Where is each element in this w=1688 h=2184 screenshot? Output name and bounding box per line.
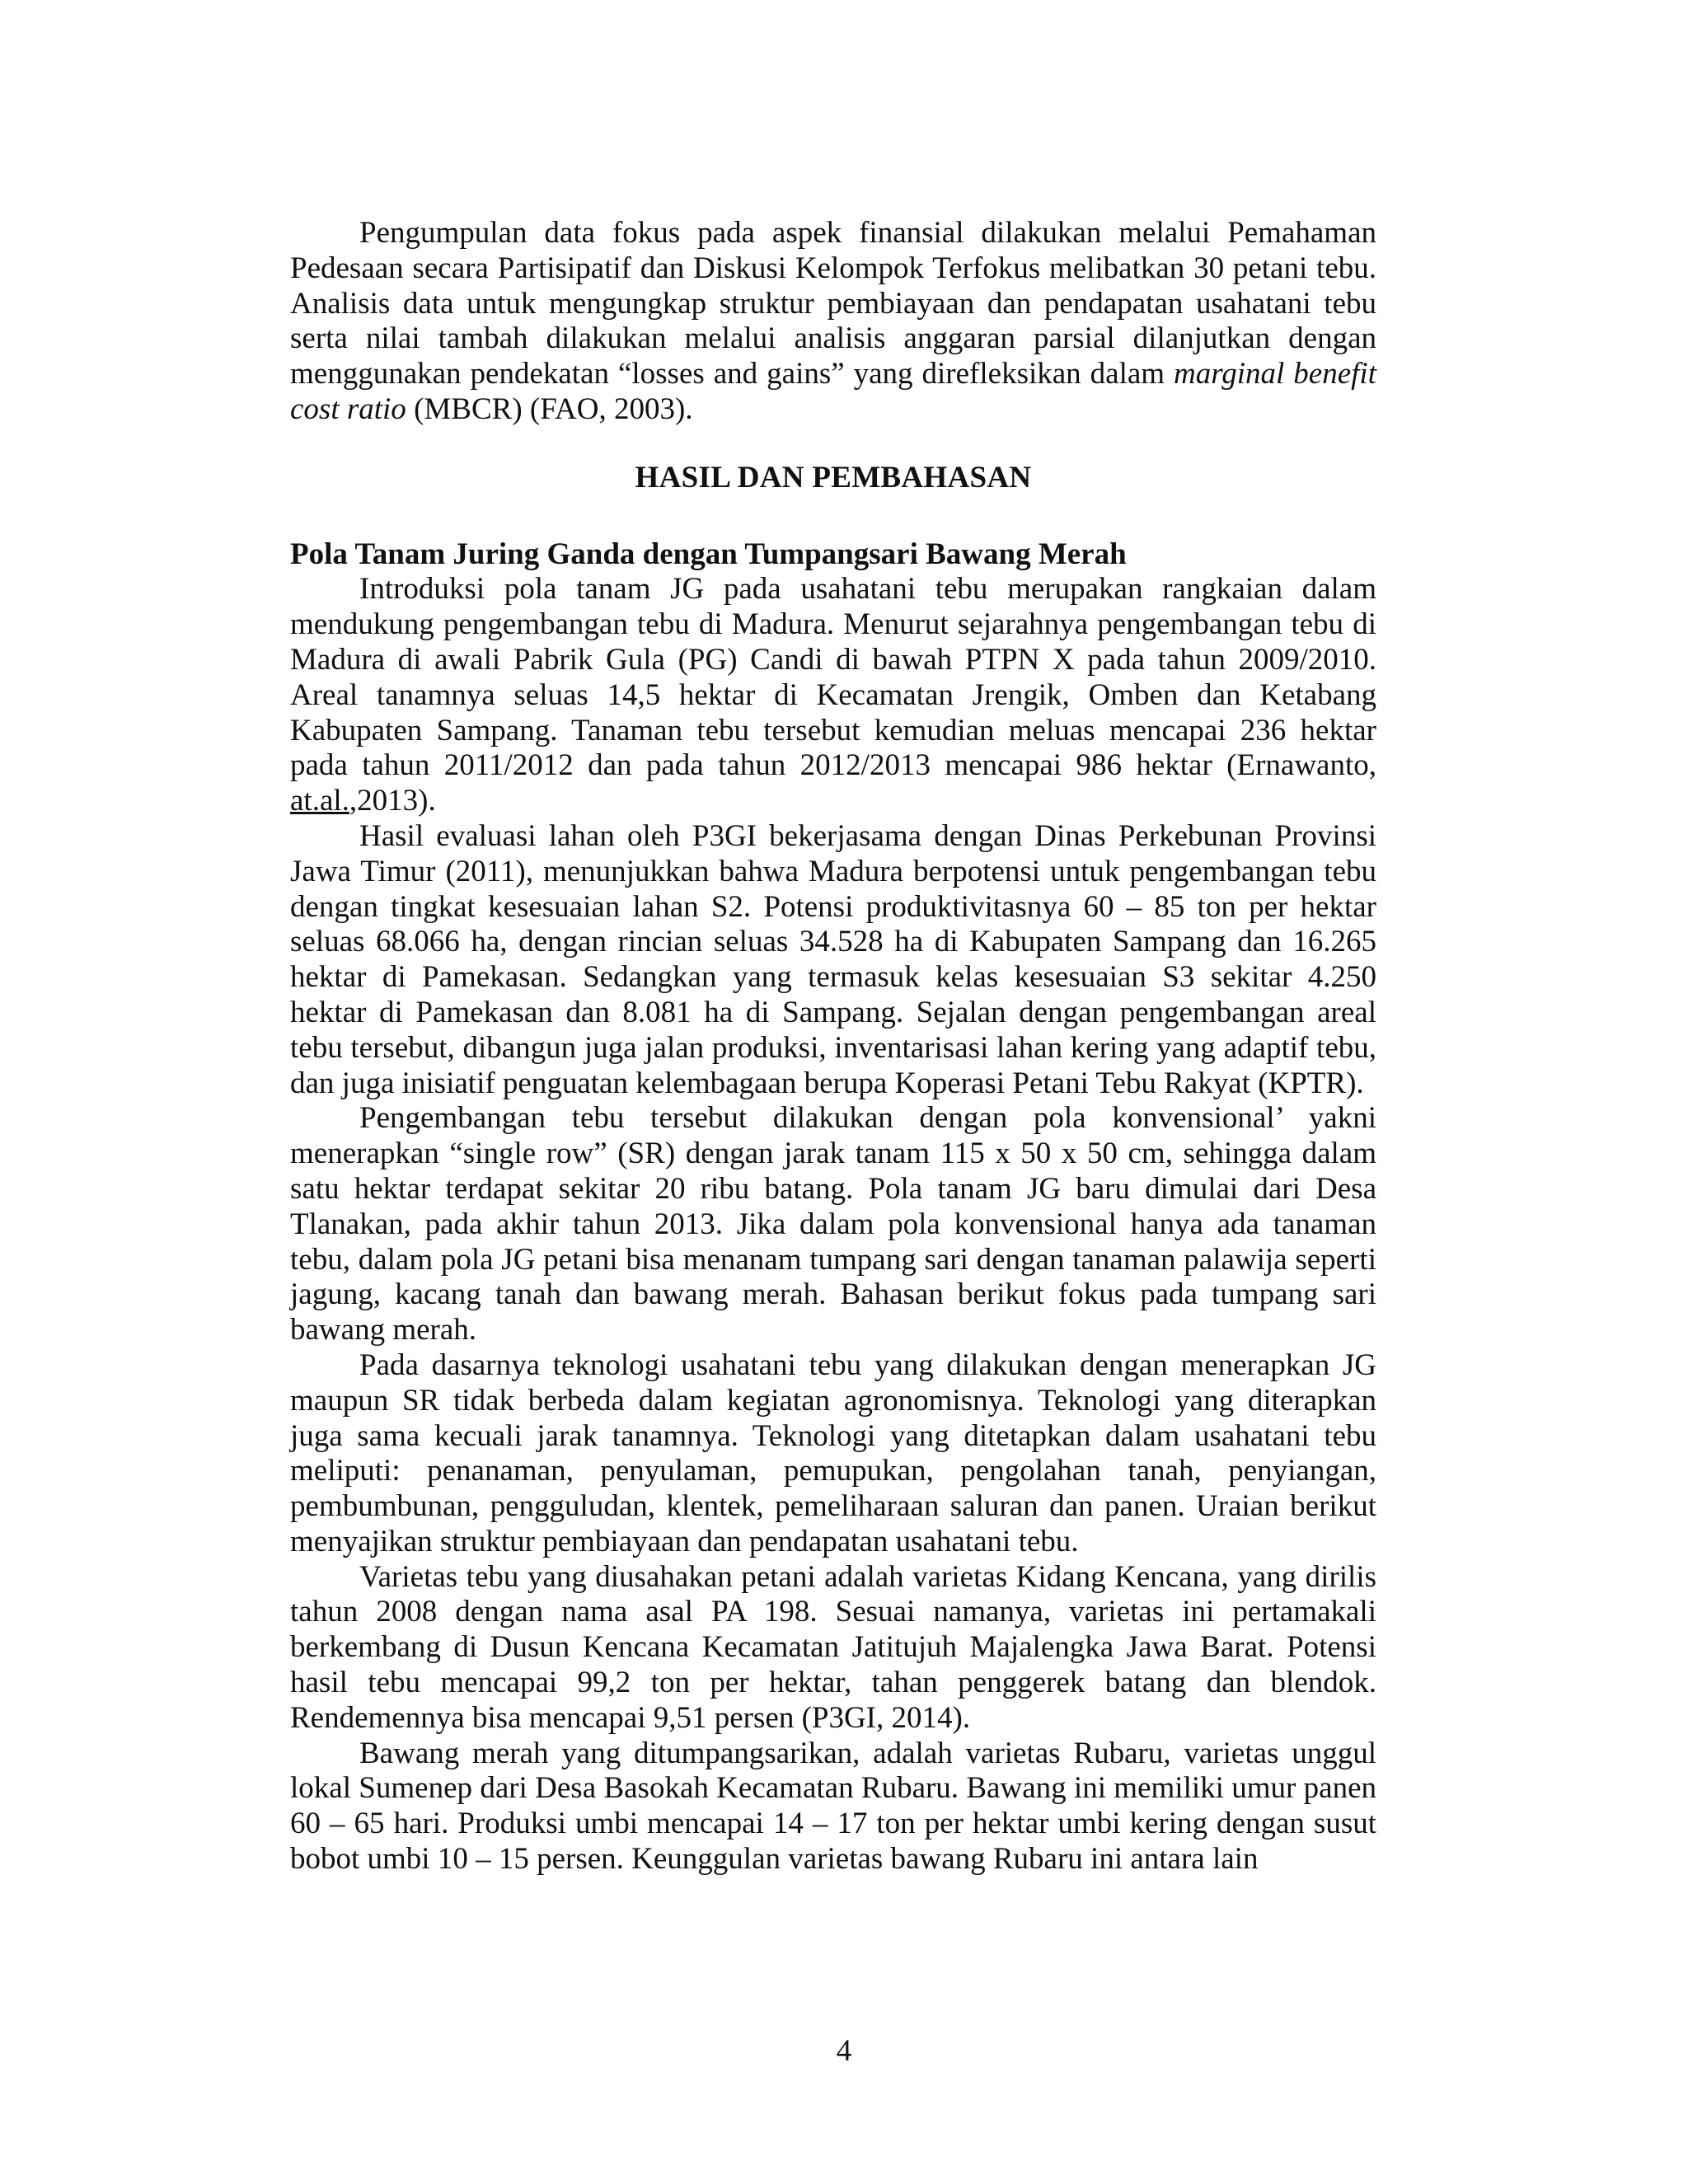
paragraph-introduksi — [290, 572, 1376, 819]
paragraph-evaluasi-lahan: Hasil evaluasi lahan oleh P3GI bekerjasama dengan Dinas Perkebunan Provinsi Jawa Timur (2011), menunjukkan bahwa Madura berpotensi untuk pengembangan tebu dengan tingkat kesesuaian lahan S2. Potensi produktivitasnya 60 – 85 ton per hektar seluas 68.066 ha, dengan rincian seluas 34.528 ha di Kabupaten Sampang dan 16.265 hektar di Pamekasan. Sedangkan yang termasuk kelas kesesuaian S3 sekitar 4.250 hektar di Pamekasan dan 8.081 ha di Sampang. Sejalan dengan pengembangan areal tebu tersebut, dibangun juga jalan produksi, inventarisasi lahan kering yang adaptif tebu, dan juga inisiatif penguatan kelembagaan berupa Koperasi Petani Tebu Rakyat (KPTR). — [290, 818, 1376, 1100]
intro-paragraph — [290, 216, 1376, 428]
paragraph-teknologi: Pada dasarnya teknologi usahatani tebu yang dilakukan dengan menerapkan JG maupun SR tidak berbeda dalam kegiatan agronomisnya. Teknologi yang diterapkan juga sama kecuali jarak tanamnya. Teknologi yang ditetapkan dalam usahatani tebu meliputi: penanaman, penyulaman, pemupukan, pengolahan tanah, penyiangan, pembumbunan, pengguludan, klentek, pemeliharaan saluran dan panen. Uraian berikut menyajikan struktur pembiayaan dan pendapatan usahatani tebu. — [290, 1347, 1376, 1558]
citation-link[interactable]: at.al. — [290, 784, 349, 818]
paragraph-introduksi-text: Introduksi pola tanam JG pada usahatani tebu merupakan rangkaian dalam mendukung pengembangan tebu di Madura. Menurut sejarahnya pengembangan tebu di Madura di awali Pabrik Gula (PG) Candi di bawah PTPN X pada tahun 2009/2010. Areal tanamnya seluas 14,5 hektar di Kecamatan Jrengik, Omben dan Ketabang Kabupaten Sampang. Tanaman tebu tersebut kemudian meluas mencapai 236 hektar pada tahun 2011/2012 dan pada tahun 2012/2013 mencapai 986 hektar (Ernawanto, — [290, 572, 1376, 783]
intro-text-end: (MBCR) (FAO, 2003). — [406, 391, 693, 426]
section-heading: HASIL DAN PEMBAHASAN — [635, 460, 1032, 494]
intro-text: Pengumpulan data fokus pada aspek finansial dilakukan melalui Pemahaman Pedesaan secara Partisipatif dan Diskusi Kelompok Terfokus melibatkan 30 petani tebu. Analisis data untuk mengungkap struktur pembiayaan dan pendapatan usahatani tebu serta nilai tambah dilakukan melalui analisis anggaran parsial dilanjutkan dengan menggunakan pendekatan “losses and gains” yang direfleksikan dalam — [290, 216, 1376, 391]
page-number: 4 — [836, 2034, 852, 2068]
paragraph-pengembangan: Pengembangan tebu tersebut dilakukan dengan pola konvensional’ yakni menerapkan “single row” (SR) dengan jarak tanam 115 x 50 x 50 cm, sehingga dalam satu hektar terdapat sekitar 20 ribu batang. Pola tanam JG baru dimulai dari Desa Tlanakan, pada akhir tahun 2013. Jika dalam pola konvensional hanya ada tanaman tebu, dalam pola JG petani bisa menanam tumpang sari dengan tanaman palawija seperti jagung, kacang tanah dan bawang merah. Bahasan berikut fokus pada tumpang sari bawang merah. — [290, 1101, 1376, 1347]
intro-italic-term: marginal benefit cost ratio — [290, 357, 1376, 426]
paragraph-introduksi-end: ,2013). — [349, 784, 436, 818]
paragraph-bawang-merah: Bawang merah yang ditumpangsarikan, adalah varietas Rubaru, varietas unggul lokal Sumenep dari Desa Basokah Kecamatan Rubaru. Bawang ini memiliki umur panen 60 – 65 hari. Produksi umbi mencapai 14 – 17 ton per hektar umbi kering dengan susut bobot umbi 10 – 15 persen. Keunggulan varietas bawang Rubaru ini antara lain — [290, 1736, 1376, 1877]
subsection-heading: Pola Tanam Juring Ganda dengan Tumpangsari Bawang Merah — [290, 537, 1127, 571]
paragraph-varietas-tebu: Varietas tebu yang diusahakan petani adalah varietas Kidang Kencana, yang dirilis tahun 2008 dengan nama asal PA 198. Sesuai namanya, varietas ini pertamakali berkembang di Dusun Kencana Kecamatan Jatitujuh Majalengka Jawa Barat. Potensi hasil tebu mencapai 99,2 ton per hektar, tahan penggerek batang dan blendok. Rendemennya bisa mencapai 9,51 persen (P3GI, 2014). — [290, 1559, 1376, 1735]
document-body — [290, 216, 1376, 1877]
